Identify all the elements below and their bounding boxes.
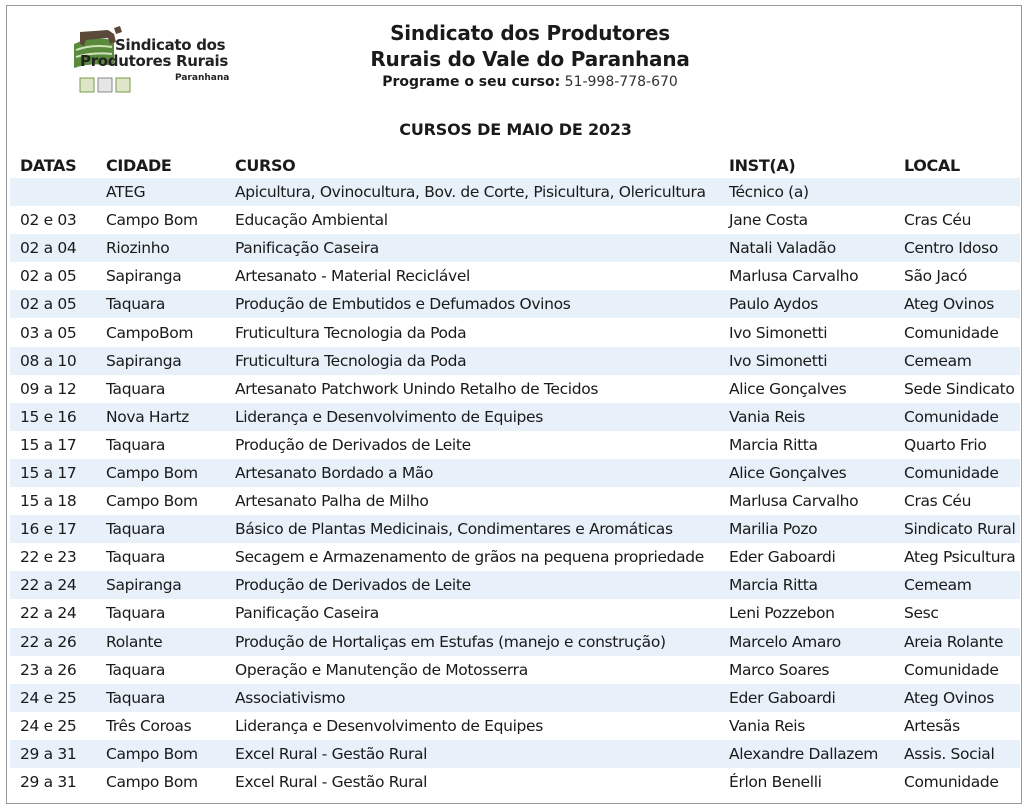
- cell-dates: 03 a 05: [20, 323, 77, 342]
- cell-location: Comunidade: [894, 459, 1020, 487]
- cell-dates: 22 a 26: [10, 628, 96, 656]
- cell-city: Taquara: [96, 684, 225, 712]
- cell-course: Secagem e Armazenamento de grãos na pequena propriedade: [235, 548, 704, 567]
- cell-course: Artesanato Bordado a Mão: [225, 459, 719, 487]
- logo-line-3: Paranhana: [175, 73, 230, 83]
- table-row: [10, 599, 1020, 627]
- cell-instructor: Ivo Simonetti: [719, 347, 894, 375]
- title-line-1: Sindicato dos Produtores: [390, 21, 670, 45]
- table-row: [10, 403, 1020, 431]
- cell-instructor: Ivo Simonetti: [729, 323, 828, 342]
- cell-instructor: Marlusa Carvalho: [729, 492, 859, 511]
- cell-course: Excel Rural - Gestão Rural: [225, 740, 719, 768]
- cell-city: Nova Hartz: [96, 403, 225, 431]
- cell-location: Ateg Ovinos: [894, 290, 1020, 318]
- cell-location: Areia Rolante: [894, 628, 1020, 656]
- table-row: [10, 234, 1020, 262]
- cell-dates: 24 e 25: [10, 684, 96, 712]
- cell-dates: 22 a 24: [20, 604, 77, 623]
- cell-city: Rolante: [96, 628, 225, 656]
- cell-city: Campo Bom: [96, 740, 225, 768]
- cell-city: ATEG: [96, 178, 225, 206]
- cell-course: Produção de Derivados de Leite: [235, 435, 471, 454]
- cell-location: Ateg Psicultura: [904, 548, 1016, 567]
- cell-course: Liderança e Desenvolvimento de Equipes: [235, 716, 543, 735]
- table-row: [10, 206, 1020, 234]
- cell-course: Fruticultura Tecnologia da Poda: [235, 323, 467, 342]
- table-row: [10, 318, 1020, 346]
- cell-course: Panificação Caseira: [235, 604, 379, 623]
- logo-line-2: Produtores Rurais: [80, 52, 229, 70]
- header-row: [10, 152, 1020, 178]
- table-row: [10, 290, 1020, 318]
- cell-course: Apicultura, Ovinocultura, Bov. de Corte, Pisicultura, Olericultura: [225, 178, 719, 206]
- cell-dates: 23 a 26: [20, 660, 77, 679]
- cell-course: Operação e Manutenção de Motosserra: [235, 660, 528, 679]
- title-line-2: Rurais do Vale do Paranhana: [370, 47, 690, 71]
- table-row: [10, 712, 1020, 740]
- cell-instructor: Marcelo Amaro: [719, 628, 894, 656]
- cell-dates: 22 a 24: [10, 571, 96, 599]
- cell-city: Taquara: [106, 435, 165, 454]
- cell-dates: 22 e 23: [20, 548, 77, 567]
- cell-dates: 15 e 16: [10, 403, 96, 431]
- cell-course: Fruticultura Tecnologia da Poda: [225, 347, 719, 375]
- column-header-dates: DATAS: [20, 155, 77, 175]
- cell-instructor: Eder Gaboardi: [719, 684, 894, 712]
- cell-dates: 02 a 04: [10, 234, 96, 262]
- cell-city: Taquara: [106, 604, 165, 623]
- cell-location: Centro Idoso: [894, 234, 1020, 262]
- cell-dates: 02 a 05: [20, 267, 77, 286]
- cell-city: Campo Bom: [106, 773, 198, 792]
- cell-city: Campo Bom: [96, 459, 225, 487]
- table-row: [10, 628, 1020, 656]
- cell-instructor: Eder Gaboardi: [729, 548, 836, 567]
- cell-course: Educação Ambiental: [235, 211, 388, 230]
- column-header-city: CIDADE: [106, 155, 172, 175]
- cell-location: Cemeam: [894, 347, 1020, 375]
- table-row: [10, 515, 1020, 543]
- cell-course: Produção de Hortaliças em Estufas (manejo e construção): [225, 628, 719, 656]
- cell-course: Associativismo: [225, 684, 719, 712]
- table-row: [10, 768, 1020, 796]
- document-header: [330, 20, 730, 90]
- cell-instructor: Vania Reis: [719, 403, 894, 431]
- cell-location: Artesãs: [904, 716, 960, 735]
- cell-instructor: Jane Costa: [729, 211, 808, 230]
- cell-location: Comunidade: [904, 660, 999, 679]
- cell-location: Sindicato Rural: [894, 515, 1020, 543]
- cell-city: CampoBom: [106, 323, 194, 342]
- contact-phone: 51-998-778-670: [564, 74, 678, 90]
- cell-instructor: Natali Valadão: [719, 234, 894, 262]
- section-title: CURSOS DE MAIO DE 2023: [399, 120, 632, 139]
- cell-location: Ateg Ovinos: [894, 684, 1020, 712]
- cell-city: Campo Bom: [106, 211, 198, 230]
- logo-line-1: Sindicato dos: [115, 36, 226, 54]
- cell-city: Campo Bom: [106, 492, 198, 511]
- cell-instructor: Marlusa Carvalho: [729, 267, 859, 286]
- table-body: [10, 178, 1020, 796]
- cell-location: [894, 178, 1020, 206]
- cell-course: Artesanato - Material Reciclável: [235, 267, 470, 286]
- cell-instructor: Marco Soares: [729, 660, 830, 679]
- cell-instructor: Alice Gonçalves: [729, 379, 847, 398]
- table-row: [10, 656, 1020, 684]
- cell-dates: 08 a 10: [10, 347, 96, 375]
- table-row: [10, 262, 1020, 290]
- cell-city: Taquara: [106, 548, 165, 567]
- contact-line: [330, 74, 730, 90]
- cell-dates: 09 a 12: [20, 379, 77, 398]
- cell-instructor: Alice Gonçalves: [719, 459, 894, 487]
- cell-location: Sede Sindicato: [904, 379, 1015, 398]
- cell-location: Comunidade: [904, 773, 999, 792]
- cell-location: Sesc: [904, 604, 939, 623]
- cell-instructor: Marcia Ritta: [719, 571, 894, 599]
- contact-label: Programe o seu curso:: [382, 74, 561, 90]
- cell-city: Taquara: [96, 515, 225, 543]
- cell-instructor: Técnico (a): [719, 178, 894, 206]
- cell-city: Três Coroas: [106, 716, 192, 735]
- cell-course: Excel Rural - Gestão Rural: [235, 773, 428, 792]
- cell-location: Cemeam: [894, 571, 1020, 599]
- table-row: [10, 178, 1020, 206]
- cell-dates: 29 a 31: [20, 773, 77, 792]
- cell-course: Liderança e Desenvolvimento de Equipes: [225, 403, 719, 431]
- table-row: [10, 487, 1020, 515]
- table-header: [10, 152, 1020, 178]
- cell-course: Produção de Embutidos e Defumados Ovinos: [225, 290, 719, 318]
- table-row: [10, 571, 1020, 599]
- cell-dates: 16 e 17: [10, 515, 96, 543]
- logo: [70, 22, 240, 102]
- cell-instructor: Érlon Benelli: [729, 773, 822, 792]
- cell-instructor: Marilia Pozo: [719, 515, 894, 543]
- cell-city: Sapiranga: [106, 267, 182, 286]
- cell-city: Sapiranga: [96, 347, 225, 375]
- cell-dates: 02 e 03: [20, 211, 77, 230]
- cell-instructor: Marcia Ritta: [729, 435, 818, 454]
- cell-course: Panificação Caseira: [225, 234, 719, 262]
- cell-location: Cras Céu: [904, 211, 972, 230]
- cell-city: Sapiranga: [96, 571, 225, 599]
- cell-instructor: Alexandre Dallazem: [719, 740, 894, 768]
- cell-location: Comunidade: [904, 323, 999, 342]
- cell-city: Taquara: [106, 379, 165, 398]
- table-row: [10, 375, 1020, 403]
- cell-dates: 24 e 25: [20, 716, 77, 735]
- cell-city: Riozinho: [96, 234, 225, 262]
- courses-table: [10, 152, 1020, 796]
- column-header-location: LOCAL: [904, 155, 960, 175]
- table-row: [10, 740, 1020, 768]
- column-header-course: CURSO: [235, 155, 296, 175]
- table-row: [10, 347, 1020, 375]
- table-row: [10, 543, 1020, 571]
- cell-dates: 29 a 31: [10, 740, 96, 768]
- cell-course: Artesanato Palha de Milho: [235, 492, 429, 511]
- table-row: [10, 684, 1020, 712]
- cell-dates: 15 a 18: [20, 492, 77, 511]
- cell-instructor: Vania Reis: [729, 716, 805, 735]
- cell-city: Taquara: [106, 660, 165, 679]
- cell-city: Taquara: [96, 290, 225, 318]
- cell-dates: [10, 178, 96, 206]
- cell-location: Quarto Frio: [904, 435, 987, 454]
- table-row: [10, 431, 1020, 459]
- cell-dates: 15 a 17: [20, 435, 77, 454]
- cell-instructor: Paulo Aydos: [719, 290, 894, 318]
- cell-course: Produção de Derivados de Leite: [225, 571, 719, 599]
- cell-instructor: Leni Pozzebon: [729, 604, 835, 623]
- cell-location: São Jacó: [904, 267, 968, 286]
- cell-dates: 02 a 05: [10, 290, 96, 318]
- cell-location: Cras Céu: [904, 492, 972, 511]
- cell-course: Básico de Plantas Medicinais, Condimentares e Aromáticas: [225, 515, 719, 543]
- cell-dates: 15 a 17: [10, 459, 96, 487]
- cell-location: Assis. Social: [894, 740, 1020, 768]
- column-header-instructor: INST(A): [729, 155, 796, 175]
- table-row: [10, 459, 1020, 487]
- cell-course: Artesanato Patchwork Unindo Retalho de Tecidos: [235, 379, 599, 398]
- cell-location: Comunidade: [894, 403, 1020, 431]
